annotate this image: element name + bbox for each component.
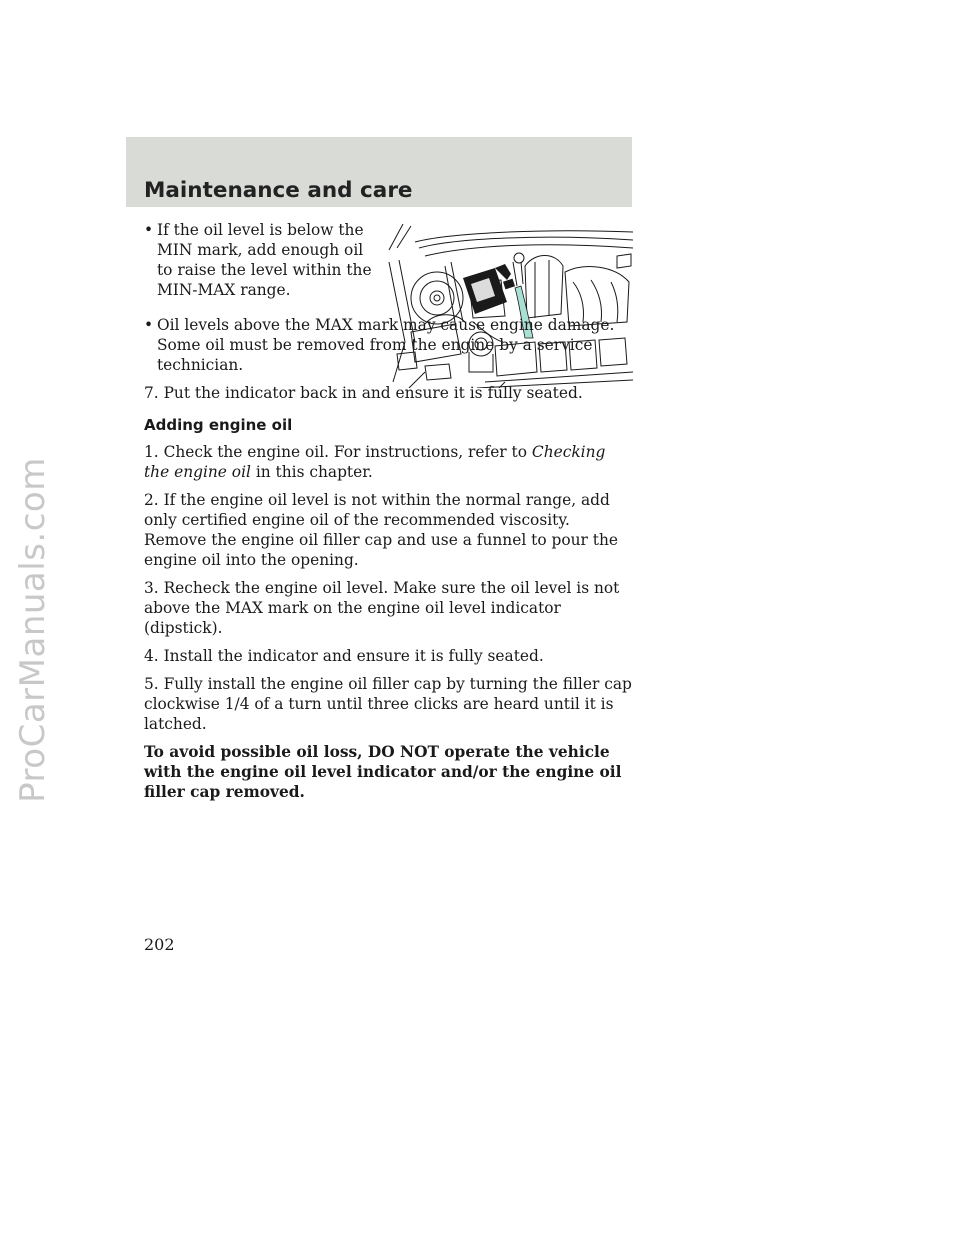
step-3: 3. Recheck the engine oil level. Make sure the oil level is not above the MAX mark on the engine oil level indicator (dipstick). [144, 579, 620, 637]
section-header [126, 137, 632, 207]
section-heading: Adding engine oil [144, 416, 293, 434]
step-2: 2. If the engine oil level is not within the normal range, add only certified engine oil of the recommended viscosity. Remove the engine oil filler cap and use a funnel to pour the engine oil into the opening. [144, 491, 618, 569]
watermark-text: ProCarManuals.com [13, 457, 53, 803]
step-1: 1. Check the engine oil. For instructions, refer to Checking the engine oil in this chapter. [144, 443, 606, 481]
page-title: Maintenance and care [144, 178, 413, 203]
cross-reference: Checking the engine oil [144, 443, 606, 481]
bullet-item: • Oil levels above the MAX mark may cause engine damage. Some oil must be removed from the engine by a service technician. [144, 316, 615, 374]
page-body [144, 220, 634, 810]
warning-text: To avoid possible oil loss, DO NOT operate the vehicle with the engine oil level indicator and/or the engine oil filler cap removed. [144, 743, 622, 801]
page-number: 202 [144, 935, 175, 954]
step-4: 4. Install the indicator and ensure it is fully seated. [144, 647, 544, 665]
step-5: 5. Fully install the engine oil filler cap by turning the filler cap clockwise 1/4 of a turn until three clicks are heard until it is latched. [144, 675, 632, 733]
bullet-item: • If the oil level is below the MIN mark, add enough oil to raise the level within the MIN-MAX range. [144, 221, 372, 299]
watermark [2, 180, 64, 1080]
step-7: 7. Put the indicator back in and ensure it is fully seated. [144, 384, 583, 402]
